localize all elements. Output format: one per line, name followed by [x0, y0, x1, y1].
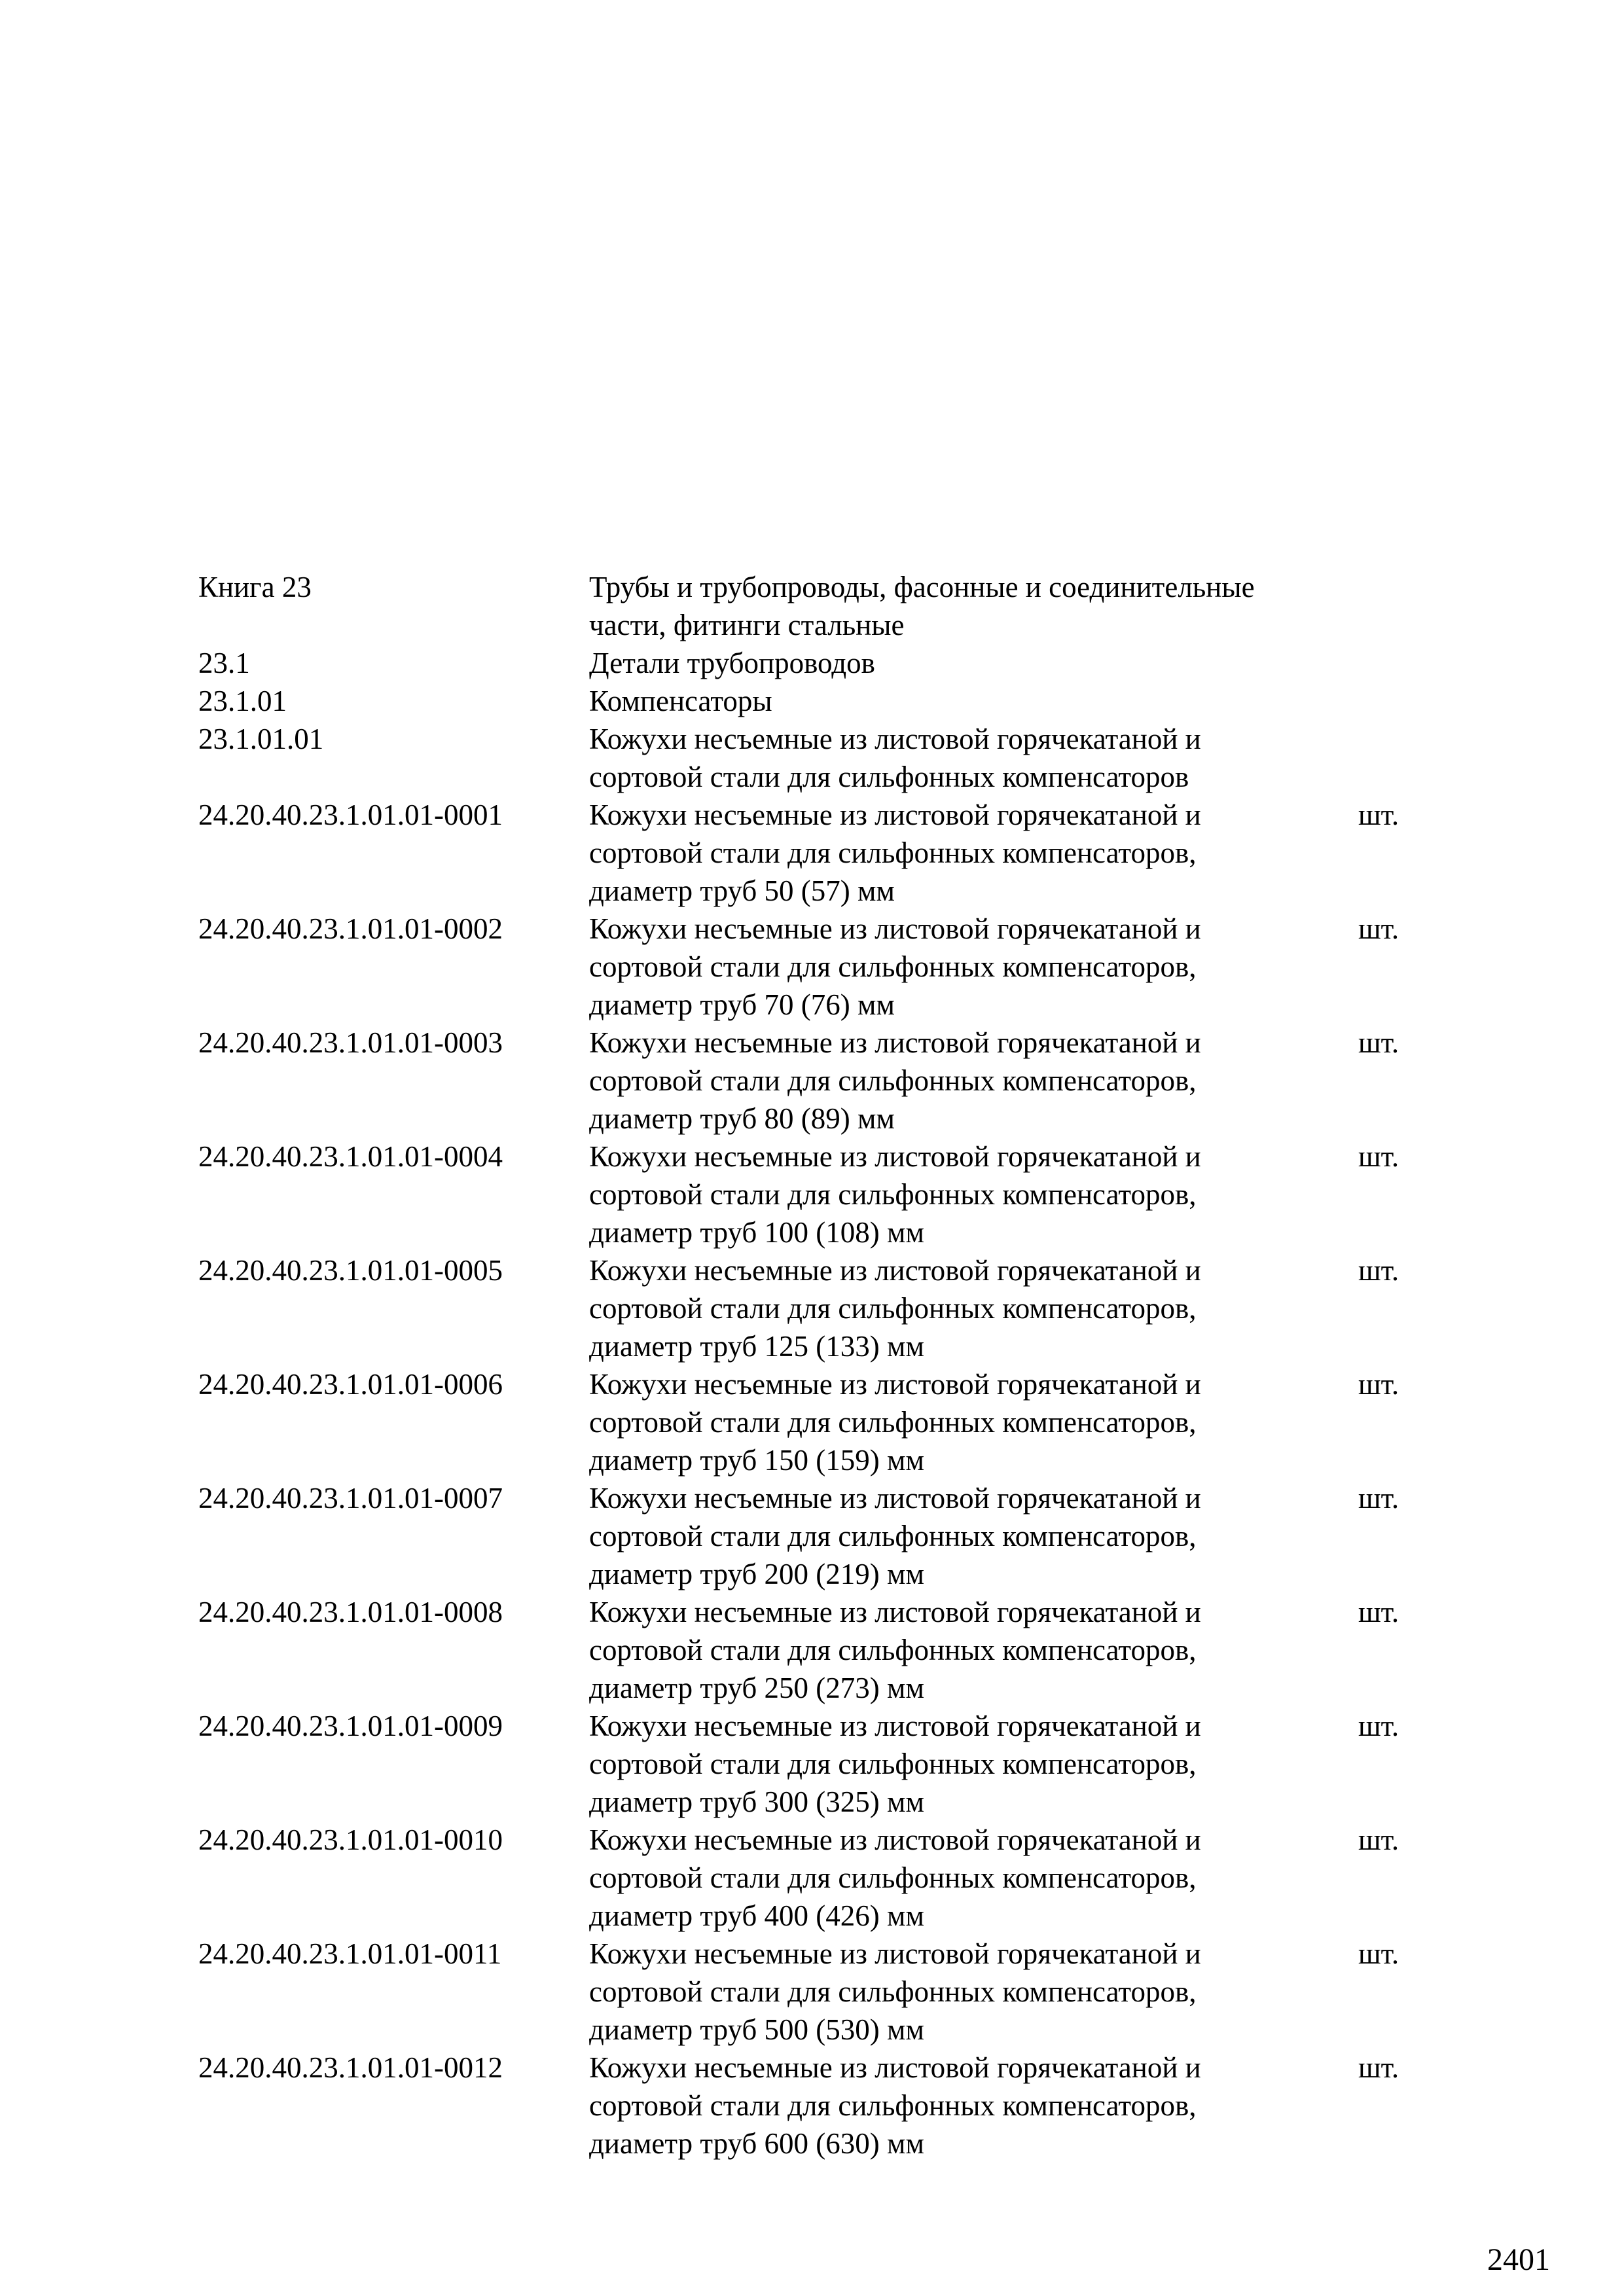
row-code: 24.20.40.23.1.01.01-0005	[198, 1254, 503, 1287]
subsection-row	[198, 682, 1475, 720]
row-description	[589, 682, 1358, 720]
item-row	[198, 1365, 1475, 1479]
row-unit: шт.	[1358, 1140, 1399, 1173]
row-code: 24.20.40.23.1.01.01-0004	[198, 1140, 503, 1173]
row-description	[589, 1479, 1358, 1593]
description-line: диаметр труб 70 (76) мм	[589, 988, 895, 1021]
description-line: диаметр труб 125 (133) мм	[589, 1330, 924, 1363]
description-line: сортовой стали для сильфонных компенсаторов,	[589, 1178, 1197, 1211]
row-unit: шт.	[1358, 1254, 1399, 1287]
item-row	[198, 1935, 1475, 2049]
description-line: диаметр труб 250 (273) мм	[589, 1672, 924, 1704]
description-line: сортовой стали для сильфонных компенсаторов,	[589, 1634, 1197, 1666]
description-line: Кожухи несъемные из листовой горячекатаной и	[589, 1140, 1201, 1173]
description-line: части, фитинги стальные	[589, 609, 905, 641]
description-line: сортовой стали для сильфонных компенсаторов,	[589, 1861, 1197, 1894]
description-line: диаметр труб 500 (530) мм	[589, 2013, 924, 2046]
row-description	[589, 1251, 1358, 1365]
row-description	[589, 720, 1358, 796]
description-line: Кожухи несъемные из листовой горячекатаной и	[589, 1596, 1201, 1628]
row-description	[589, 910, 1358, 1024]
row-code: 23.1	[198, 647, 250, 679]
item-row	[198, 1479, 1475, 1593]
description-line: диаметр труб 80 (89) мм	[589, 1102, 895, 1135]
description-line: сортовой стали для сильфонных компенсаторов,	[589, 1064, 1197, 1097]
row-code: 24.20.40.23.1.01.01-0003	[198, 1026, 503, 1059]
description-line: Кожухи несъемные из листовой горячекатаной и	[589, 1710, 1201, 1742]
description-line: Кожухи несъемные из листовой горячекатаной и	[589, 1368, 1201, 1401]
description-line: Кожухи несъемные из листовой горячекатаной и	[589, 1482, 1201, 1515]
row-code: 24.20.40.23.1.01.01-0011	[198, 1937, 502, 1970]
row-description	[589, 1024, 1358, 1138]
description-line: Кожухи несъемные из листовой горячекатаной и	[589, 1026, 1201, 1059]
item-row	[198, 1251, 1475, 1365]
description-line: сортовой стали для сильфонных компенсаторов	[589, 761, 1189, 793]
row-code: 24.20.40.23.1.01.01-0006	[198, 1368, 503, 1401]
description-line: диаметр труб 200 (219) мм	[589, 1558, 924, 1590]
row-code: 24.20.40.23.1.01.01-0007	[198, 1482, 503, 1515]
description-line: диаметр труб 150 (159) мм	[589, 1444, 924, 1477]
row-description	[589, 1821, 1358, 1935]
description-line: диаметр труб 100 (108) мм	[589, 1216, 924, 1249]
description-line: Кожухи несъемные из листовой горячекатаной и	[589, 1254, 1201, 1287]
row-description	[589, 644, 1358, 682]
page-number: 2401	[1487, 2242, 1550, 2277]
row-unit: шт.	[1358, 1937, 1399, 1970]
row-unit: шт.	[1358, 798, 1399, 831]
item-row	[198, 1707, 1475, 1821]
row-code: 23.1.01	[198, 685, 287, 717]
item-row	[198, 2049, 1475, 2162]
row-unit: шт.	[1358, 1823, 1399, 1856]
row-description	[589, 1707, 1358, 1821]
row-code: 24.20.40.23.1.01.01-0002	[198, 912, 503, 945]
row-description	[589, 1593, 1358, 1707]
row-code: 24.20.40.23.1.01.01-0009	[198, 1710, 503, 1742]
row-unit: шт.	[1358, 1026, 1399, 1059]
row-description	[589, 2049, 1358, 2162]
row-unit: шт.	[1358, 2051, 1399, 2084]
row-code: 24.20.40.23.1.01.01-0010	[198, 1823, 503, 1856]
description-line: сортовой стали для сильфонных компенсаторов,	[589, 1975, 1197, 2008]
description-line: Детали трубопроводов	[589, 647, 875, 679]
row-description	[589, 1365, 1358, 1479]
row-code: 24.20.40.23.1.01.01-0001	[198, 798, 503, 831]
group-row	[198, 720, 1475, 796]
row-unit: шт.	[1358, 1596, 1399, 1628]
description-line: сортовой стали для сильфонных компенсаторов,	[589, 2089, 1197, 2122]
description-line: Кожухи несъемные из листовой горячекатаной и	[589, 1937, 1201, 1970]
item-row	[198, 796, 1475, 910]
description-line: диаметр труб 400 (426) мм	[589, 1899, 924, 1932]
row-description	[589, 1935, 1358, 2049]
item-row	[198, 1138, 1475, 1251]
description-line: сортовой стали для сильфонных компенсаторов,	[589, 950, 1197, 983]
description-line: сортовой стали для сильфонных компенсаторов,	[589, 836, 1197, 869]
item-row	[198, 1821, 1475, 1935]
item-row	[198, 1024, 1475, 1138]
row-code: Книга 23	[198, 571, 312, 603]
row-code: 24.20.40.23.1.01.01-0012	[198, 2051, 503, 2084]
description-line: диаметр труб 600 (630) мм	[589, 2127, 924, 2160]
catalog-table	[198, 568, 1475, 2162]
description-line: Компенсаторы	[589, 685, 772, 717]
description-line: диаметр труб 50 (57) мм	[589, 874, 895, 907]
description-line: сортовой стали для сильфонных компенсаторов,	[589, 1520, 1197, 1552]
row-unit: шт.	[1358, 1710, 1399, 1742]
row-description	[589, 796, 1358, 910]
item-row	[198, 910, 1475, 1024]
description-line: Кожухи несъемные из листовой горячекатаной и	[589, 2051, 1201, 2084]
section-row	[198, 644, 1475, 682]
description-line: сортовой стали для сильфонных компенсаторов,	[589, 1406, 1197, 1439]
description-line: сортовой стали для сильфонных компенсаторов,	[589, 1748, 1197, 1780]
row-unit: шт.	[1358, 1368, 1399, 1401]
row-unit: шт.	[1358, 912, 1399, 945]
item-row	[198, 1593, 1475, 1707]
description-line: Кожухи несъемные из листовой горячекатаной и	[589, 798, 1201, 831]
description-line: Трубы и трубопроводы, фасонные и соединительные	[589, 571, 1255, 603]
description-line: Кожухи несъемные из листовой горячекатаной и	[589, 1823, 1201, 1856]
row-description	[589, 568, 1358, 644]
description-line: диаметр труб 300 (325) мм	[589, 1785, 924, 1818]
row-unit: шт.	[1358, 1482, 1399, 1515]
description-line: Кожухи несъемные из листовой горячекатаной и	[589, 723, 1201, 755]
book-header-row	[198, 568, 1475, 644]
row-description	[589, 1138, 1358, 1251]
description-line: сортовой стали для сильфонных компенсаторов,	[589, 1292, 1197, 1325]
description-line: Кожухи несъемные из листовой горячекатаной и	[589, 912, 1201, 945]
row-code: 23.1.01.01	[198, 723, 324, 755]
row-code: 24.20.40.23.1.01.01-0008	[198, 1596, 503, 1628]
